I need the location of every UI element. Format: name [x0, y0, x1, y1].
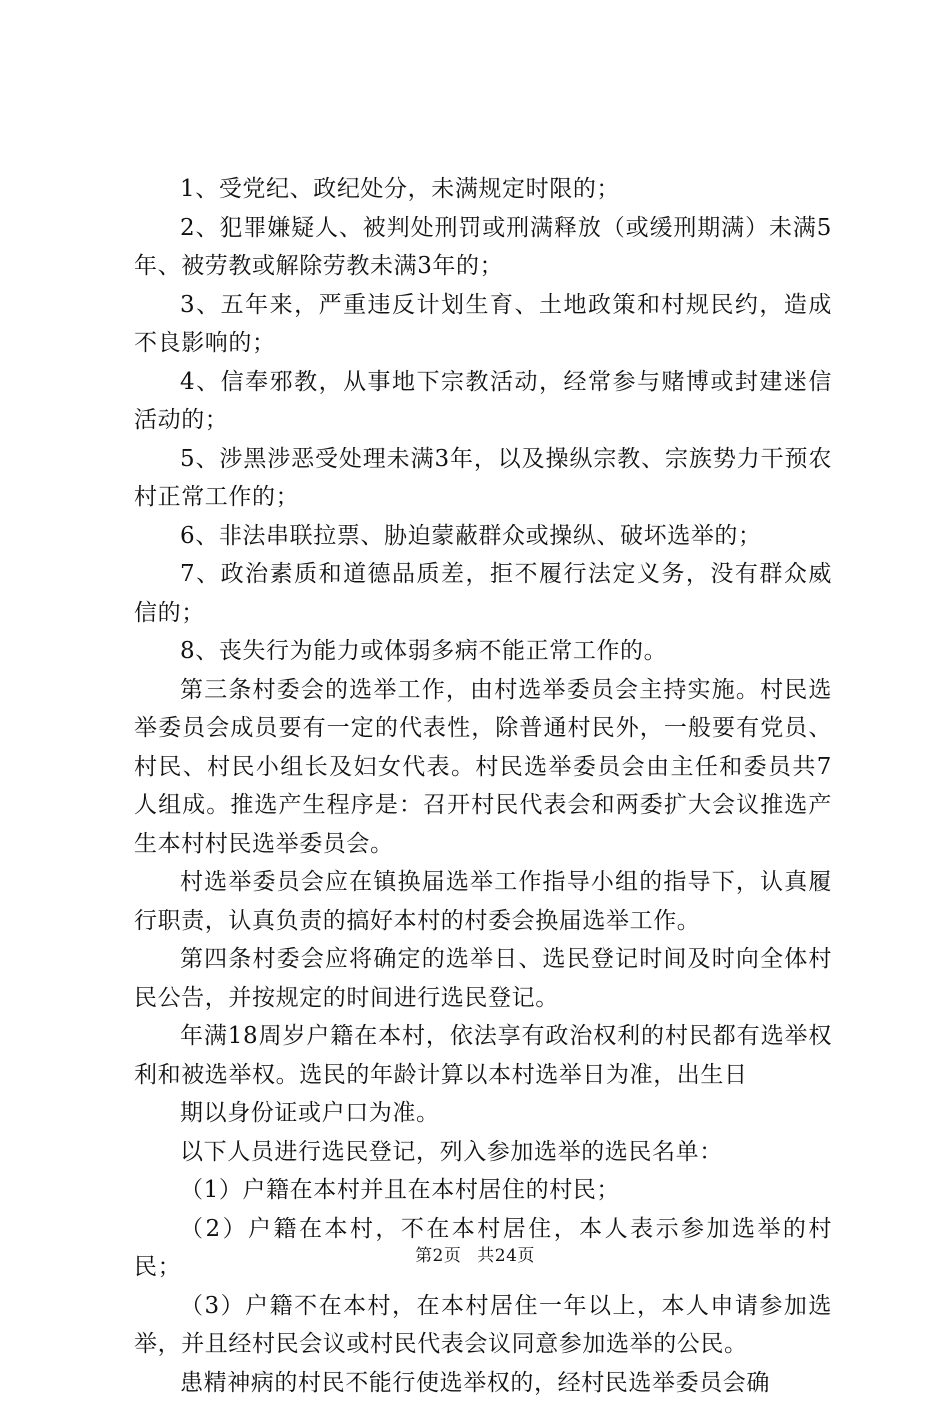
paragraph-committee-duty: 村选举委员会应在镇换届选举工作指导小组的指导下，认真履行职责，认真负责的搞好本村的村委会换届选举工作。	[134, 863, 832, 940]
paragraph-registration-intro: 以下人员进行选民登记，列入参加选举的选民名单：	[134, 1133, 832, 1172]
paragraph-2: 2、犯罪嫌疑人、被判处刑罚或刑满释放（或缓刑期满）未满5年、被劳教或解除劳教未满3年的；	[134, 209, 832, 286]
page-footer	[0, 1241, 950, 1266]
paragraph-3: 3、五年来，严重违反计划生育、土地政策和村规民约，造成不良影响的；	[134, 286, 832, 363]
paragraph-5: 5、涉黑涉恶受处理未满3年，以及操纵宗教、宗族势力干预农村正常工作的；	[134, 440, 832, 517]
paragraph-1: 1、受党纪、政纪处分，未满规定时限的；	[134, 170, 832, 209]
paragraph-item-3: （3）户籍不在本村，在本村居住一年以上，本人申请参加选举，并且经村民会议或村民代表会议同意参加选举的公民。	[134, 1287, 832, 1364]
paragraph-4: 4、信奉邪教，从事地下宗教活动，经常参与赌博或封建迷信活动的；	[134, 363, 832, 440]
paragraph-item-2: （2）户籍在本村，不在本村居住，本人表示参加选举的村民；	[134, 1210, 832, 1287]
paragraph-6: 6、非法串联拉票、胁迫蒙蔽群众或操纵、破坏选举的；	[134, 517, 832, 556]
paragraph-7: 7、政治素质和道德品质差，拒不履行法定义务，没有群众威信的；	[134, 555, 832, 632]
paragraph-article-3: 第三条村委会的选举工作，由村选举委员会主持实施。村民选举委员会成员要有一定的代表性，除普通村民外，一般要有党员、村民、村民小组长及妇女代表。村民选举委员会由主任和委员共7人组成。推选产生程序是：召开村民代表会和两委扩大会议推选产生本村村民选举委员会。	[134, 671, 832, 864]
paragraph-8: 8、丧失行为能力或体弱多病不能正常工作的。	[134, 632, 832, 671]
document-body	[134, 170, 832, 1402]
paragraph-mental-illness: 患精神病的村民不能行使选举权的，经村民选举委员会确	[134, 1364, 832, 1402]
paragraph-item-1: （1）户籍在本村并且在本村居住的村民；	[134, 1171, 832, 1210]
page-number-current: 第2页	[415, 1246, 461, 1266]
paragraph-article-4: 第四条村委会应将确定的选举日、选民登记时间及时向全体村民公告，并按规定的时间进行选民登记。	[134, 940, 832, 1017]
page-number-total: 共24页	[477, 1246, 535, 1266]
paragraph-voter-eligibility: 年满18周岁户籍在本村，依法享有政治权利的村民都有选举权利和被选举权。选民的年龄计算以本村选举日为准，出生日	[134, 1017, 832, 1094]
paragraph-birthdate-basis: 期以身份证或户口为准。	[134, 1094, 832, 1133]
